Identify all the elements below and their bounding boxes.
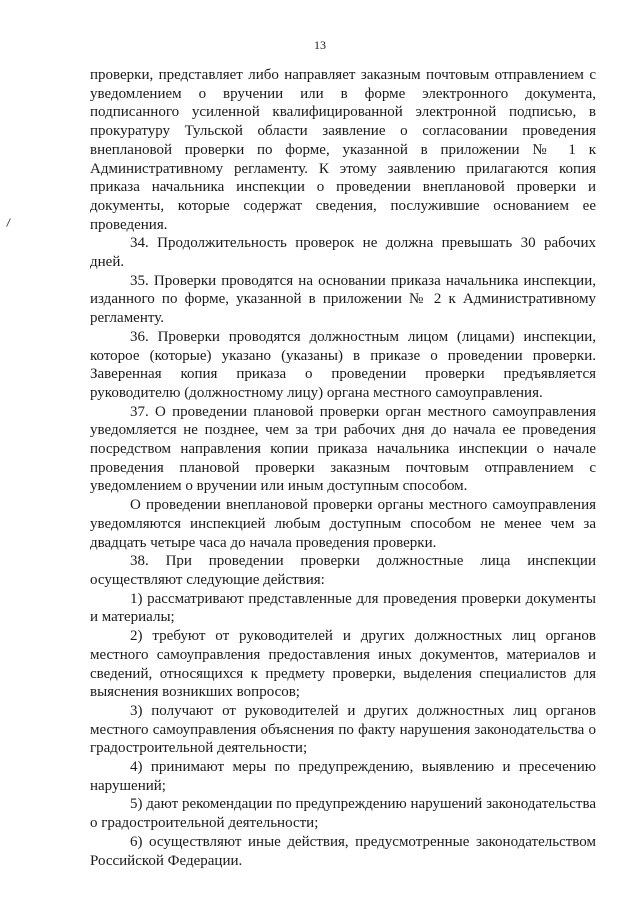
list-item-38-6: 6) осуществляют иные действия, предусмотренные законодательством Российской Федерации. — [90, 833, 596, 869]
list-item-38-4: 4) принимают меры по предупреждению, выявлению и пресечению нарушений; — [90, 759, 596, 794]
list-item-38-2: 2) требуют от руководителей и других должностных лиц органов местного самоуправления предоставления иных документов, материалов и сведений, относящихся к предмету проверки, выделения специалистов для выяснения возникших вопросов; — [90, 628, 596, 701]
paragraph-item-37-unplanned: О проведении внеплановой проверки органы местного самоуправления уведомляются инспекцией любым доступным способом не менее чем за двадцать четыре часа до начала проведения проверки. — [90, 497, 596, 551]
paragraph-item-38: 38. При проведении проверки должностные лица инспекции осуществляют следующие действия: — [90, 553, 596, 588]
scan-mark — [6, 218, 11, 227]
document-body — [90, 66, 596, 870]
paragraph-item-37: 37. О проведении плановой проверки орган местного самоуправления уведомляется не позднее, чем за три рабочих дня до начала ее проведения посредством направления копии приказа начальника инспекции о начале проведения плановой проверки заказным почтовым отправлением с уведомлением о вручении или иным доступным способом. — [90, 403, 596, 495]
page-number: 13 — [314, 38, 326, 52]
list-item-38-1: 1) рассматривают представленные для проведения проверки документы и материалы; — [90, 590, 596, 626]
paragraph-item-35: 35. Проверки проводятся на основании приказа начальника инспекции, изданного по форме, указанной в приложении № 2 к Административному регламенту. — [90, 272, 596, 327]
paragraph-continuation: проверки, представляет либо направляет заказным почтовым отправлением с уведомлением о вручении или в форме электронного документа, подписанного усиленной квалифицированной электронной подписью, в прокуратуру Тульской области заявление о согласовании проведения внеплановой проверки по форме, указанной в приложении № 1 к Административному регламенту. К этому заявлению прилагаются копия приказа начальника инспекции о проведении внеплановой проверки и документы, которые содержат сведения, послужившие основанием ее проведения. — [90, 67, 596, 233]
list-item-38-3: 3) получают от руководителей и других должностных лиц органов местного самоуправления объяснения по факту нарушения законодательства о градостроительной деятельности; — [90, 702, 596, 757]
paragraph-item-34: 34. Продолжительность проверок не должна превышать 30 рабочих дней. — [90, 235, 596, 271]
paragraph-item-36: 36. Проверки проводятся должностным лицом (лицами) инспекции, которое (которые) указано (указаны) в приказе о проведении проверки. Заверенная копия приказа о проведении проверки предъявляется руководителю (должностному лицу) органа местного самоуправления. — [90, 328, 596, 401]
list-item-38-5: 5) дают рекомендации по предупреждению нарушений законодательства о градостроительной деятельности; — [90, 796, 596, 832]
